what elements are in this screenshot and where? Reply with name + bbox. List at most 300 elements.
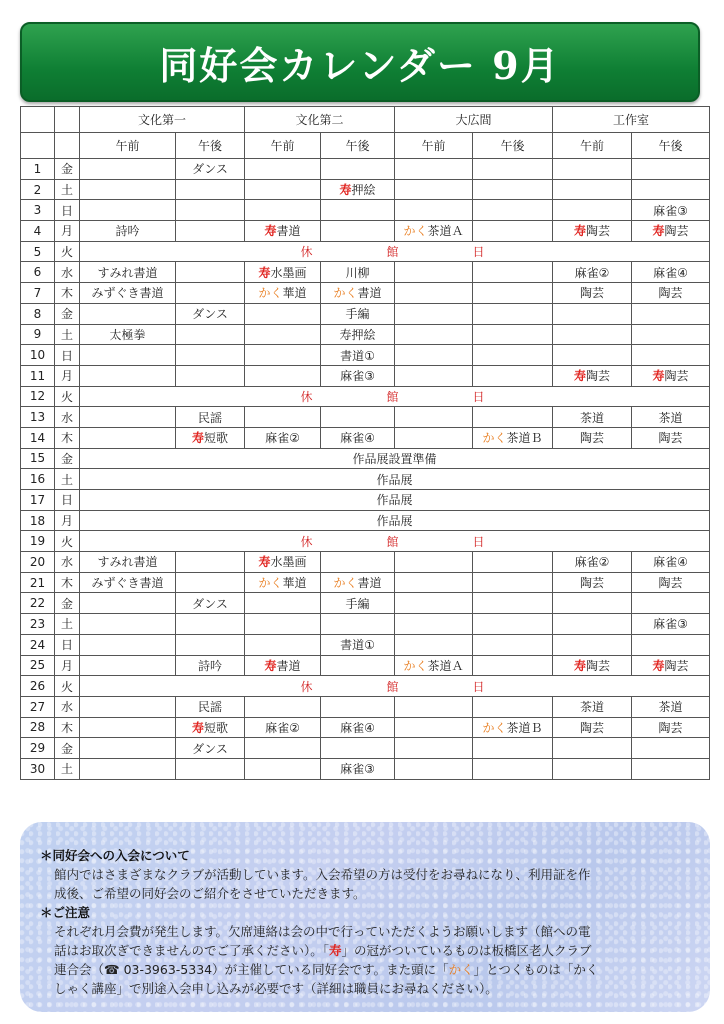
schedule-cell <box>245 262 321 283</box>
club-name: 華道 <box>282 576 307 591</box>
club-name: 陶芸 <box>664 658 689 673</box>
room-header: 文化第二 <box>245 107 395 133</box>
club-cell: 陶芸 <box>632 283 710 304</box>
kotobuki-mark: 寿 <box>652 369 665 384</box>
day-number: 4 <box>21 221 55 242</box>
calendar-row <box>21 655 710 676</box>
schedule-cell <box>80 365 176 386</box>
schedule-cell <box>321 221 395 242</box>
schedule-cell <box>176 283 245 304</box>
am-header: 午前 <box>553 133 632 159</box>
pm-header: 午後 <box>321 133 395 159</box>
club-cell: すみれ書道 <box>80 552 176 573</box>
caution-text-line: しゃく講座」で別途入会申し込みが必要です（詳細は職員にお尋ねください）。 <box>54 981 498 996</box>
kotobuki-mark: 寿 <box>191 431 204 446</box>
calendar-row <box>21 490 710 511</box>
schedule-cell <box>245 614 321 635</box>
schedule-cell <box>321 552 395 573</box>
club-cell: 麻雀③ <box>321 365 395 386</box>
schedule-cell <box>473 159 553 180</box>
kaku-mark: かく <box>448 962 474 977</box>
day-number: 10 <box>21 345 55 366</box>
kaku-mark: かく <box>258 286 283 301</box>
weekday: 月 <box>55 221 80 242</box>
schedule-cell <box>473 593 553 614</box>
schedule-cell <box>395 696 473 717</box>
club-cell: 手編 <box>321 303 395 324</box>
calendar-row <box>21 676 710 697</box>
room-header: 工作室 <box>553 107 710 133</box>
schedule-cell <box>80 407 176 428</box>
club-cell: 陶芸 <box>553 283 632 304</box>
day-number: 2 <box>21 179 55 200</box>
schedule-cell <box>80 179 176 200</box>
schedule-cell <box>176 552 245 573</box>
calendar-row <box>21 303 710 324</box>
schedule-cell <box>245 283 321 304</box>
club-name: 書道 <box>357 576 382 591</box>
schedule-cell <box>395 655 473 676</box>
schedule-cell <box>632 179 710 200</box>
day-number: 11 <box>21 365 55 386</box>
day-number: 13 <box>21 407 55 428</box>
club-cell: 陶芸 <box>632 427 710 448</box>
calendar-row <box>21 469 710 490</box>
day-number: 16 <box>21 469 55 490</box>
schedule-cell <box>553 738 632 759</box>
closed-label: 館 <box>386 534 403 549</box>
club-cell: 麻雀③ <box>632 614 710 635</box>
kaku-mark: かく <box>258 576 283 591</box>
schedule-cell <box>176 572 245 593</box>
day-number: 17 <box>21 490 55 511</box>
phone-number: 03-3963-5334）が主催している同好会です。また頭に「 <box>119 962 449 977</box>
club-name: 書道 <box>276 658 301 673</box>
schedule-cell <box>632 758 710 779</box>
day-number: 29 <box>21 738 55 759</box>
day-number: 1 <box>21 159 55 180</box>
schedule-cell <box>473 655 553 676</box>
club-cell: 麻雀④ <box>632 552 710 573</box>
schedule-cell <box>473 614 553 635</box>
schedule-cell <box>321 283 395 304</box>
schedule-cell <box>80 738 176 759</box>
caution-heading: ＊ご注意 <box>40 905 91 920</box>
calendar-row <box>21 634 710 655</box>
weekday: 月 <box>55 510 80 531</box>
join-text-line: 成後、ご希望の同好会のご紹介をさせていただきます。 <box>54 886 366 901</box>
schedule-cell <box>632 365 710 386</box>
schedule-cell <box>632 593 710 614</box>
day-number: 6 <box>21 262 55 283</box>
club-name: 書道 <box>357 286 382 301</box>
weekday: 土 <box>55 758 80 779</box>
schedule-cell <box>80 159 176 180</box>
schedule-cell <box>176 634 245 655</box>
day-number: 7 <box>21 283 55 304</box>
calendar-row <box>21 552 710 573</box>
schedule-cell <box>176 200 245 221</box>
room-header: 文化第一 <box>80 107 245 133</box>
weekday: 金 <box>55 448 80 469</box>
club-cell: 陶芸 <box>553 572 632 593</box>
schedule-cell <box>473 262 553 283</box>
weekday: 土 <box>55 179 80 200</box>
club-cell: 寿押絵 <box>321 324 395 345</box>
closed-label: 日 <box>472 245 489 260</box>
schedule-cell <box>321 407 395 428</box>
pm-header: 午後 <box>176 133 245 159</box>
kotobuki-mark: 寿 <box>264 224 277 239</box>
day-number: 23 <box>21 614 55 635</box>
calendar-row <box>21 283 710 304</box>
calendar-row <box>21 510 710 531</box>
schedule-cell <box>321 696 395 717</box>
schedule-cell <box>395 159 473 180</box>
kaku-mark: かく <box>403 658 428 673</box>
schedule-cell <box>632 159 710 180</box>
day-number: 27 <box>21 696 55 717</box>
schedule-cell <box>632 634 710 655</box>
club-name: 茶道Ｂ <box>506 431 543 446</box>
weekday: 土 <box>55 324 80 345</box>
weekday: 火 <box>55 386 80 407</box>
schedule-cell <box>395 179 473 200</box>
weekday: 金 <box>55 159 80 180</box>
schedule-cell <box>245 655 321 676</box>
schedule-cell <box>245 738 321 759</box>
calendar-table <box>20 106 710 780</box>
club-cell: みずぐき書道 <box>80 283 176 304</box>
schedule-cell <box>80 427 176 448</box>
schedule-cell <box>395 262 473 283</box>
closed-label: 日 <box>472 679 489 694</box>
schedule-cell <box>473 221 553 242</box>
weekday: 水 <box>55 262 80 283</box>
day-number: 19 <box>21 531 55 552</box>
schedule-cell <box>245 365 321 386</box>
schedule-cell <box>553 179 632 200</box>
schedule-cell <box>473 303 553 324</box>
schedule-cell <box>321 179 395 200</box>
caution-text-line <box>40 941 688 960</box>
kotobuki-mark: 寿 <box>258 265 271 280</box>
calendar-row <box>21 593 710 614</box>
schedule-cell <box>176 345 245 366</box>
club-name: 陶芸 <box>586 224 611 239</box>
schedule-cell <box>245 758 321 779</box>
club-cell: すみれ書道 <box>80 262 176 283</box>
schedule-cell <box>245 572 321 593</box>
weekday: 日 <box>55 490 80 511</box>
club-cell: 麻雀② <box>245 427 321 448</box>
club-cell: 麻雀③ <box>632 200 710 221</box>
caution-text: 」の冠がついているものは板橋区老人クラブ <box>341 943 592 958</box>
schedule-cell <box>632 345 710 366</box>
schedule-cell <box>176 221 245 242</box>
event-span-cell: 作品展 <box>80 490 710 511</box>
kaku-mark: かく <box>482 720 507 735</box>
page-title: 同好会カレンダー 9月 <box>159 42 561 88</box>
schedule-cell <box>395 717 473 738</box>
day-number: 26 <box>21 676 55 697</box>
event-span-cell: 作品展設置準備 <box>80 448 710 469</box>
schedule-cell <box>176 324 245 345</box>
calendar-row <box>21 738 710 759</box>
club-name: 水墨画 <box>270 265 307 280</box>
day-number: 20 <box>21 552 55 573</box>
weekday: 金 <box>55 303 80 324</box>
club-cell: 手編 <box>321 593 395 614</box>
kaku-mark: かく <box>403 224 428 239</box>
club-name: 陶芸 <box>586 658 611 673</box>
schedule-cell <box>553 324 632 345</box>
weekday: 火 <box>55 531 80 552</box>
caution-text: 話はお取次ぎできませんのでご了承ください）。「 <box>54 943 330 958</box>
calendar-row <box>21 179 710 200</box>
calendar-row <box>21 407 710 428</box>
club-cell: ダンス <box>176 303 245 324</box>
room-header: 大広間 <box>395 107 553 133</box>
kotobuki-mark: 寿 <box>574 369 587 384</box>
schedule-cell <box>245 552 321 573</box>
closed-label: 日 <box>472 389 489 404</box>
schedule-cell <box>473 283 553 304</box>
schedule-cell <box>176 365 245 386</box>
schedule-cell <box>395 407 473 428</box>
weekday: 火 <box>55 241 80 262</box>
schedule-cell <box>395 365 473 386</box>
day-number: 22 <box>21 593 55 614</box>
schedule-cell <box>245 159 321 180</box>
schedule-cell <box>395 738 473 759</box>
weekday: 土 <box>55 614 80 635</box>
schedule-cell <box>80 655 176 676</box>
club-cell: 詩吟 <box>80 221 176 242</box>
calendar-row <box>21 758 710 779</box>
pm-header: 午後 <box>473 133 553 159</box>
club-cell: ダンス <box>176 738 245 759</box>
am-header: 午前 <box>395 133 473 159</box>
room-header-row <box>21 107 710 133</box>
schedule-cell <box>395 345 473 366</box>
kotobuki-mark: 寿 <box>191 720 204 735</box>
schedule-cell <box>473 179 553 200</box>
club-cell: 陶芸 <box>553 717 632 738</box>
day-number: 24 <box>21 634 55 655</box>
phone-icon: ☎ <box>104 962 120 977</box>
club-cell: 麻雀② <box>553 552 632 573</box>
schedule-cell <box>80 634 176 655</box>
weekday: 火 <box>55 676 80 697</box>
schedule-cell <box>245 200 321 221</box>
day-number: 25 <box>21 655 55 676</box>
schedule-cell <box>473 738 553 759</box>
closed-day-cell <box>80 676 710 697</box>
kaku-mark: かく <box>333 286 358 301</box>
notes-panel <box>20 822 710 1012</box>
schedule-cell <box>553 365 632 386</box>
caution-text-line <box>40 960 688 979</box>
schedule-cell <box>80 717 176 738</box>
schedule-cell <box>321 159 395 180</box>
schedule-cell <box>473 365 553 386</box>
club-cell: 麻雀④ <box>321 717 395 738</box>
kaku-mark: かく <box>333 576 358 591</box>
schedule-cell <box>395 200 473 221</box>
schedule-cell <box>395 614 473 635</box>
club-name: 陶芸 <box>664 224 689 239</box>
calendar-row <box>21 159 710 180</box>
club-cell: 茶道 <box>553 407 632 428</box>
weekday: 水 <box>55 696 80 717</box>
schedule-cell <box>553 303 632 324</box>
closed-day-cell <box>80 241 710 262</box>
schedule-cell <box>553 614 632 635</box>
day-number: 8 <box>21 303 55 324</box>
club-cell: 茶道 <box>553 696 632 717</box>
weekday: 土 <box>55 469 80 490</box>
schedule-cell <box>321 655 395 676</box>
schedule-cell <box>245 303 321 324</box>
schedule-cell <box>632 655 710 676</box>
kotobuki-mark: 寿 <box>258 555 271 570</box>
club-name: 華道 <box>282 286 307 301</box>
kotobuki-mark: 寿 <box>574 658 587 673</box>
schedule-cell <box>553 159 632 180</box>
club-cell: 陶芸 <box>553 427 632 448</box>
caution-text: 連合会（ <box>54 962 105 977</box>
schedule-cell <box>80 593 176 614</box>
calendar-row <box>21 614 710 635</box>
calendar-row <box>21 200 710 221</box>
calendar-row <box>21 427 710 448</box>
club-name: 陶芸 <box>664 369 689 384</box>
day-number: 28 <box>21 717 55 738</box>
schedule-cell <box>473 696 553 717</box>
weekday: 日 <box>55 200 80 221</box>
schedule-cell <box>395 552 473 573</box>
schedule-cell <box>80 696 176 717</box>
schedule-cell <box>245 324 321 345</box>
schedule-cell <box>632 324 710 345</box>
schedule-cell <box>395 593 473 614</box>
schedule-cell <box>395 758 473 779</box>
calendar-row <box>21 262 710 283</box>
day-number: 21 <box>21 572 55 593</box>
calendar-row <box>21 696 710 717</box>
schedule-cell <box>245 345 321 366</box>
schedule-cell <box>245 593 321 614</box>
club-name: 水墨画 <box>270 555 307 570</box>
schedule-cell <box>473 552 553 573</box>
schedule-cell <box>473 758 553 779</box>
club-cell: 麻雀② <box>553 262 632 283</box>
club-cell: 詩吟 <box>176 655 245 676</box>
session-header-row <box>21 133 710 159</box>
club-cell: 茶道 <box>632 696 710 717</box>
club-name: 茶道Ａ <box>427 224 464 239</box>
schedule-cell <box>321 200 395 221</box>
club-cell: 麻雀④ <box>632 262 710 283</box>
club-cell: 陶芸 <box>632 572 710 593</box>
title-banner <box>20 22 700 102</box>
club-name: 書道 <box>276 224 301 239</box>
closed-label: 日 <box>472 534 489 549</box>
closed-day-cell <box>80 386 710 407</box>
calendar-body <box>21 159 710 780</box>
club-cell: ダンス <box>176 159 245 180</box>
closed-label: 館 <box>386 389 403 404</box>
day-number: 30 <box>21 758 55 779</box>
club-name: 陶芸 <box>586 369 611 384</box>
schedule-cell <box>632 738 710 759</box>
weekday: 日 <box>55 634 80 655</box>
schedule-cell <box>176 614 245 635</box>
kotobuki-mark: 寿 <box>652 658 665 673</box>
schedule-cell <box>80 200 176 221</box>
schedule-cell <box>473 324 553 345</box>
schedule-cell <box>473 407 553 428</box>
club-name: 短歌 <box>204 431 229 446</box>
schedule-cell <box>473 345 553 366</box>
schedule-cell <box>321 572 395 593</box>
closed-label: 休 <box>300 389 317 404</box>
day-number: 15 <box>21 448 55 469</box>
calendar-row <box>21 386 710 407</box>
calendar-row <box>21 572 710 593</box>
club-cell: 民謡 <box>176 696 245 717</box>
day-number: 12 <box>21 386 55 407</box>
closed-label: 休 <box>300 534 317 549</box>
weekday: 金 <box>55 738 80 759</box>
closed-label: 館 <box>386 245 403 260</box>
join-heading: ＊同好会への入会について <box>40 848 190 863</box>
schedule-cell <box>395 221 473 242</box>
schedule-cell <box>395 572 473 593</box>
corner-cell <box>55 107 80 133</box>
schedule-cell <box>80 303 176 324</box>
schedule-cell <box>473 572 553 593</box>
calendar-row <box>21 221 710 242</box>
pm-header: 午後 <box>632 133 710 159</box>
schedule-cell <box>553 758 632 779</box>
schedule-cell <box>245 696 321 717</box>
weekday: 月 <box>55 655 80 676</box>
schedule-cell <box>473 634 553 655</box>
weekday: 水 <box>55 407 80 428</box>
schedule-cell <box>245 179 321 200</box>
corner-cell <box>55 133 80 159</box>
weekday: 金 <box>55 593 80 614</box>
am-header: 午前 <box>245 133 321 159</box>
kotobuki-mark: 寿 <box>264 658 277 673</box>
club-cell: 民謡 <box>176 407 245 428</box>
schedule-cell <box>176 758 245 779</box>
closed-label: 休 <box>300 245 317 260</box>
schedule-cell <box>80 614 176 635</box>
schedule-cell <box>553 593 632 614</box>
club-cell: 茶道 <box>632 407 710 428</box>
schedule-cell <box>395 427 473 448</box>
club-cell: 書道① <box>321 634 395 655</box>
club-name: 短歌 <box>204 720 229 735</box>
schedule-cell <box>245 221 321 242</box>
weekday: 水 <box>55 552 80 573</box>
kotobuki-mark: 寿 <box>574 224 587 239</box>
schedule-cell <box>245 634 321 655</box>
schedule-cell <box>473 200 553 221</box>
